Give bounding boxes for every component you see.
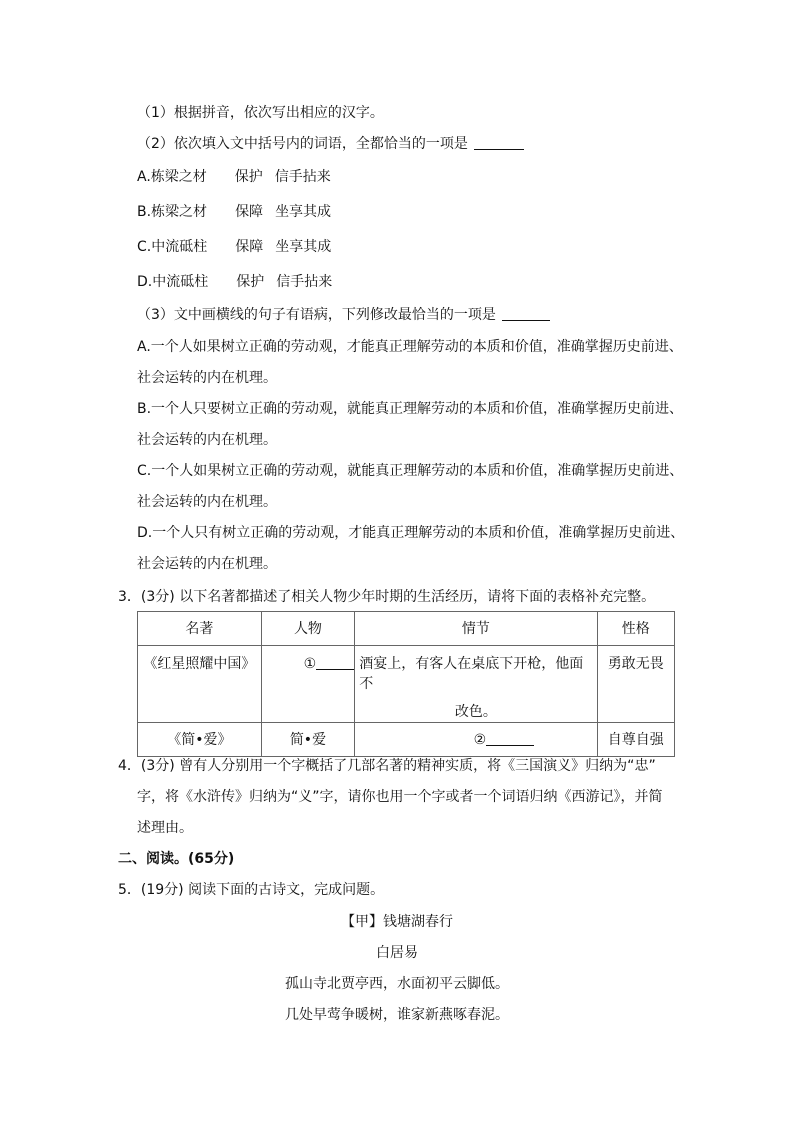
option-word-2: 保障 bbox=[235, 239, 264, 255]
answer-blank[interactable] bbox=[502, 306, 550, 321]
q4-line1: 4．(3分) 曾有人分别用一个字概括了几部名著的精神实质，将《三国演义》归纳为“忠” bbox=[118, 758, 656, 774]
q2-sub2-text: （2）依次填入文中括号内的词语，全都恰当的一项是 bbox=[137, 136, 468, 152]
poem-title: 【甲】钱塘湖春行 bbox=[341, 914, 453, 930]
cell-book: 《红星照耀中国》 bbox=[138, 646, 262, 723]
q3-table bbox=[137, 611, 675, 757]
q2-option-c bbox=[137, 237, 331, 257]
option-word-3: 坐享其成 bbox=[275, 239, 332, 255]
cell-plot bbox=[355, 646, 597, 723]
option-word-1: A.栋梁之材 bbox=[137, 169, 207, 185]
option-word-2: 保护 bbox=[236, 274, 265, 290]
poem-line: 孤山寺北贾亭西，水面初平云脚低。 bbox=[285, 976, 509, 992]
q2-sub3 bbox=[137, 305, 550, 325]
poem-line: 几处早莺争暖树，谁家新燕啄春泥。 bbox=[285, 1007, 509, 1023]
table-header-row bbox=[138, 612, 675, 646]
q2-sub3-text: （3）文中画横线的句子有语病，下列修改最恰当的一项是 bbox=[137, 307, 496, 323]
q4-line3: 述理由。 bbox=[137, 820, 193, 836]
q2-option-b bbox=[137, 202, 331, 222]
option-word-1: D.中流砥柱 bbox=[137, 274, 209, 290]
q2-sub3-option-c-line1: C.一个人如果树立正确的劳动观，就能真正理解劳动的本质和价值，准确掌握历史前进、 bbox=[137, 463, 684, 479]
q2-sub1: （1）根据拼音，依次写出相应的汉字。 bbox=[137, 105, 384, 121]
plot-line-1: 酒宴上，有客人在桌底下开枪，他面不 bbox=[359, 656, 584, 692]
plot-line-2: 改色。 bbox=[454, 704, 497, 720]
cell-trait: 自尊自强 bbox=[597, 723, 674, 757]
answer-blank[interactable] bbox=[316, 655, 354, 670]
q2-option-a bbox=[137, 167, 331, 187]
option-word-1: C.中流砥柱 bbox=[137, 239, 208, 255]
cell-plot[interactable] bbox=[355, 723, 597, 757]
option-word-1: B.栋梁之材 bbox=[137, 204, 208, 220]
q2-sub2 bbox=[137, 134, 524, 154]
q5-stem: 5．(19分) 阅读下面的古诗文，完成问题。 bbox=[118, 882, 385, 898]
section-heading: 二、阅读。(65分) bbox=[118, 851, 235, 867]
option-word-3: 信手拈来 bbox=[274, 169, 331, 185]
option-word-2: 保障 bbox=[235, 204, 264, 220]
option-word-3: 信手拈来 bbox=[276, 274, 333, 290]
cell-trait: 勇敢无畏 bbox=[597, 646, 674, 723]
q2-option-d bbox=[137, 272, 332, 292]
q2-sub3-option-b-line2: 社会运转的内在机理。 bbox=[137, 432, 277, 448]
header-person: 人物 bbox=[261, 612, 355, 646]
header-trait: 性格 bbox=[597, 612, 674, 646]
answer-blank[interactable] bbox=[486, 731, 534, 746]
cell-book: 《简•爱》 bbox=[138, 723, 262, 757]
option-word-2: 保护 bbox=[234, 169, 263, 185]
blank-marker: ② bbox=[473, 731, 487, 748]
cell-person: 简•爱 bbox=[261, 723, 355, 757]
header-book: 名著 bbox=[138, 612, 262, 646]
q2-sub3-option-d-line1: D.一个人只有树立正确的劳动观，才能真正理解劳动的本质和价值，准确掌握历史前进、 bbox=[137, 525, 685, 541]
q4-line2: 字，将《水浒传》归纳为“义”字，请你也用一个字或者一个词语归纳《西游记》，并简 bbox=[137, 789, 663, 805]
table-row bbox=[138, 646, 675, 723]
cell-person[interactable] bbox=[261, 646, 355, 723]
table-row bbox=[138, 723, 675, 757]
q2-sub3-option-a-line1: A.一个人如果树立正确的劳动观，才能真正理解劳动的本质和价值，准确掌握历史前进、 bbox=[137, 339, 683, 355]
q3-stem: 3．(3分) 以下名著都描述了相关人物少年时期的生活经历，请将下面的表格补充完整。 bbox=[118, 589, 656, 605]
q2-sub3-option-b-line1: B.一个人只要树立正确的劳动观，就能真正理解劳动的本质和价值，准确掌握历史前进、 bbox=[137, 401, 684, 417]
option-word-3: 坐享其成 bbox=[275, 204, 332, 220]
header-plot: 情节 bbox=[355, 612, 597, 646]
answer-blank[interactable] bbox=[474, 135, 524, 150]
q2-sub3-option-c-line2: 社会运转的内在机理。 bbox=[137, 494, 277, 510]
poem-author: 白居易 bbox=[376, 945, 418, 961]
q2-sub3-option-d-line2: 社会运转的内在机理。 bbox=[137, 556, 277, 572]
q2-sub3-option-a-line2: 社会运转的内在机理。 bbox=[137, 370, 277, 386]
blank-marker: ① bbox=[303, 656, 317, 672]
